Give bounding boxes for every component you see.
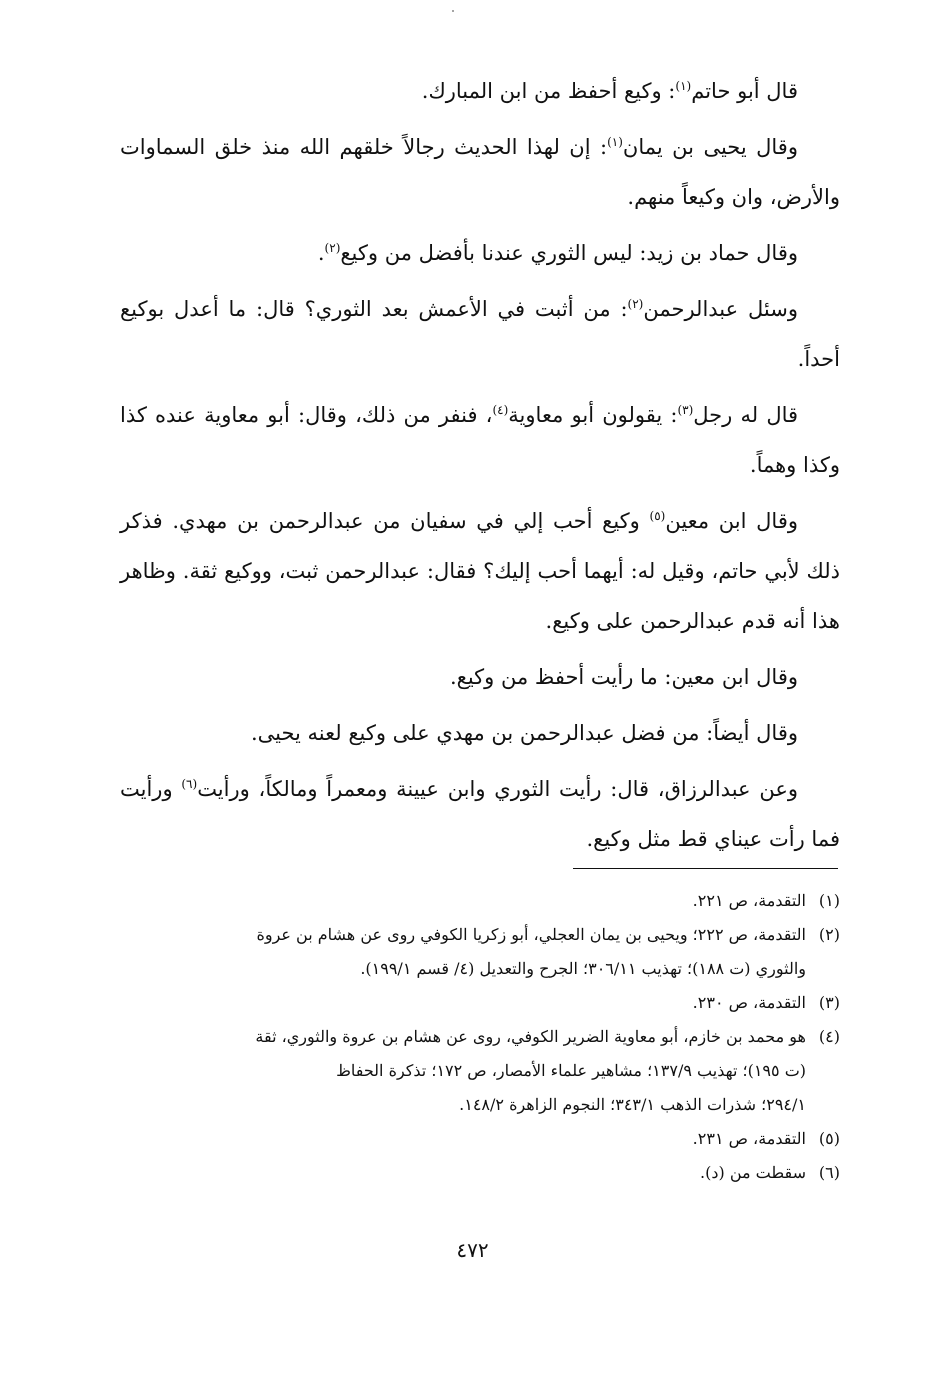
footnote-ref: (١) (607, 135, 623, 149)
paragraph-4: وسئل عبدالرحمن$^{(٢)}$: من أثبت في الأعمش بعد الثوري؟ قال: ما أعدل بوكيع أحداً. (120, 297, 840, 371)
footnote-number: (٦) (818, 1163, 840, 1182)
footnote-4: (٤) هو محمد بن خازم، أبو معاوية الضرير الكوفي، روى عن هشام بن عروة والثوري، ثقة (ت ١٩٥)؛ تهذيب ١٣٧/٩؛ مشاهير علماء الأمصار، ص ١٧٢؛ تذكرة الحفاظ ٢٩٤/١؛ شذرات الذهب ٣٤٣/١؛ النجوم الزاهرة ١٤٨/٢. (130, 1020, 840, 1122)
paragraph-3: وقال حماد بن زيد: ليس الثوري عندنا بأفضل من وكيع$^{(٢)}$. (317, 241, 798, 265)
paragraph-5: قال له رجل$^{(٣)}$: يقولون أبو معاوية$^{(٤)}$، فنفر من ذلك، وقال: أبو معاوية عنده كذا وكذا وهماً. (120, 403, 840, 477)
footnotes (130, 884, 840, 1190)
paragraph-9: وعن عبدالرزاق، قال: رأيت الثوري وابن عيينة ومعمراً ومالكاً، ورأيت$^{(٦)}$ ورأيت فما رأت عيناي قط مثل وكيع. (120, 777, 840, 851)
footnote-2: (٢) التقدمة، ص ٢٢٢؛ ويحيى بن يمان العجلي، أبو زكريا الكوفي روى عن هشام بن عروة والثوري (ت ١٨٨)؛ تهذيب ٣٠٦/١١؛ الجرح والتعديل (٤/ قسم ١٩٩/١). (130, 918, 840, 986)
paragraph-1: قال أبو حاتم$^{(١)}$: وكيع أحفظ من ابن المبارك. (421, 79, 798, 103)
footnote-divider (573, 868, 838, 869)
paragraph-7: وقال ابن معين: ما رأيت أحفظ من وكيع. (449, 665, 798, 689)
footnote-number: (٥) (818, 1129, 840, 1148)
footnote-ref: (٣) (677, 403, 694, 417)
paragraph-8: وقال أيضاً: من فضل عبدالرحمن بن مهدي على وكيع لعنه يحيى. (250, 721, 798, 745)
paragraph-2: وقال يحيى بن يمان$^{(١)}$: إن لهذا الحديث رجالاً خلقهم الله منذ خلق السماوات والأرض، وان وكيعاً منهم. (120, 135, 840, 209)
footnote-5: (٥) التقدمة، ص ٢٣١. (130, 1122, 840, 1156)
footnote-ref: (٢) (627, 297, 644, 311)
scan-speck (452, 10, 454, 12)
main-text (120, 66, 840, 870)
footnote-ref: (٢) (324, 241, 341, 255)
footnote-number: (٤) (818, 1027, 840, 1046)
paragraph-6: وقال ابن معين$^{(٥)}$ وكيع أحب إلي في سفيان من عبدالرحمن بن مهدي. فذكر ذلك لأبي حاتم، وقيل له: أيهما أحب إليك؟ فقال: عبدالرحمن ثبت، ووكيع ثقة. وظاهر هذا أنه قدم عبدالرحمن على وكيع. (120, 509, 840, 633)
footnote-ref: (٥) (649, 509, 666, 523)
footnote-number: (٣) (818, 993, 840, 1012)
footnote-6: (٦) سقطت من (د). (130, 1156, 840, 1190)
footnote-ref: (٤) (492, 403, 509, 417)
footnote-1: (١) التقدمة، ص ٢٢١. (130, 884, 840, 918)
footnote-ref: (٦) (181, 777, 198, 791)
footnote-number: (٢) (818, 925, 840, 944)
page-number: ٤٧٢ (456, 1238, 489, 1262)
footnote-3: (٣) التقدمة، ص ٢٣٠. (130, 986, 840, 1020)
footnote-ref: (١) (675, 79, 692, 93)
footnote-number: (١) (818, 891, 840, 910)
